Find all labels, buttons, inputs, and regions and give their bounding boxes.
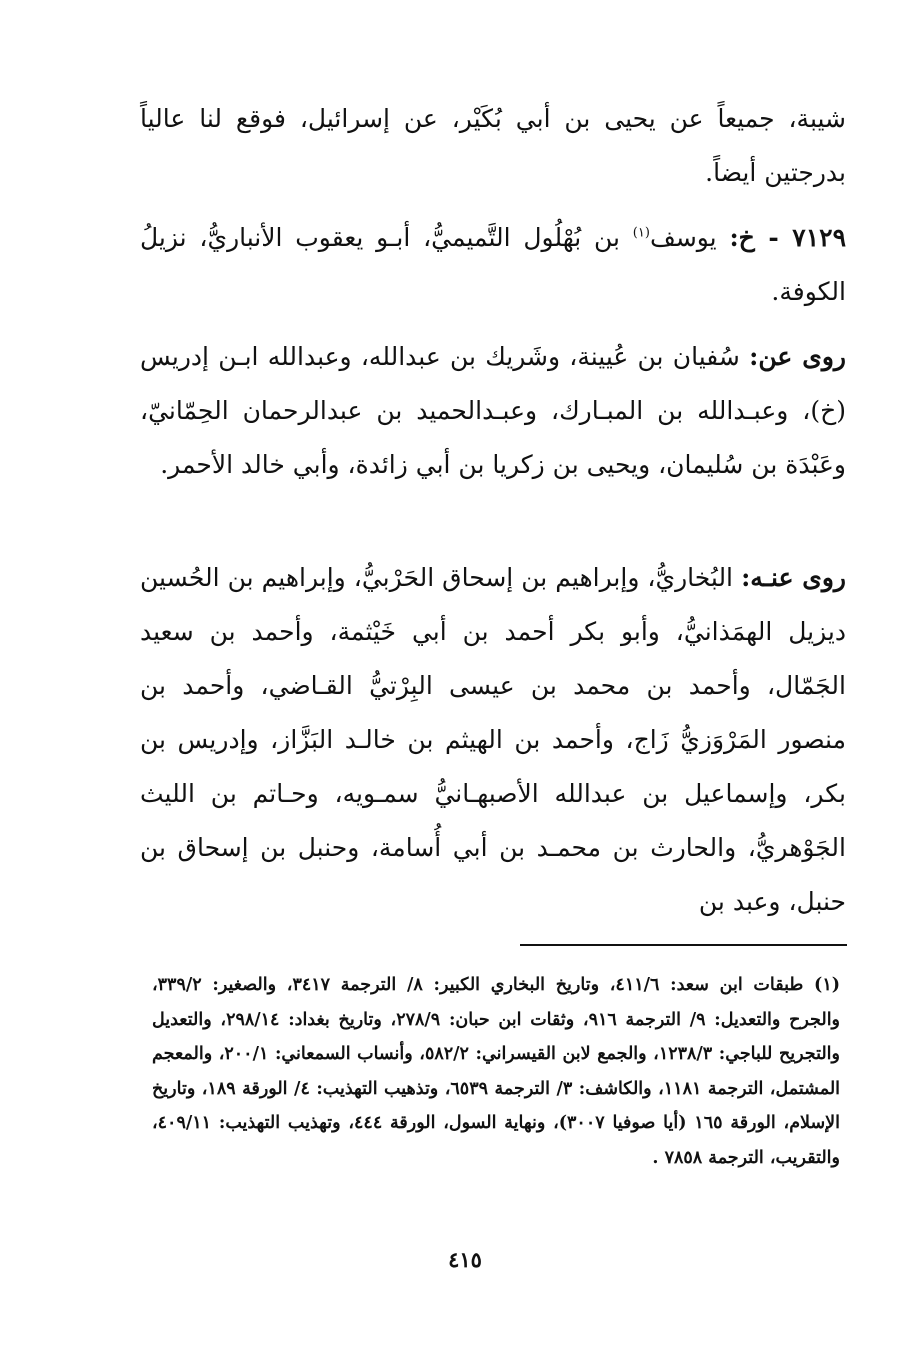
entry-name: يوسف	[649, 223, 717, 252]
entry-name-rest: بن بُهْلُول التَّميميُّ، أبـو يعقوب الأنباريُّ، نزيلُ الكوفة.	[140, 223, 846, 306]
narrators-list: البُخاريُّ، وإبراهيم بن إسحاق الحَرْبيُّ، وإبراهيم بن الحُسين ديزيل الهمَذانيُّ، وأبو بكر أحمد بن أبي خَيْثمة، وأحمد بن سعيد الجَمّال، وأحمد بن محمد بن عيسى البِرْتيُّ القـاضي، وأحمد بن منصور المَرْوَزيُّ زَاج، وأحمد بن الهيثم بن خالـد البَزَّاز، وإدريس بن بكر، وإسماعيل بن عبدالله الأصبهـانيُّ سمـويه، وحـاتم بن الليث الجَوْهريُّ، والحارث بن محمـد بن أبي أُسامة، وحنبل بن إسحاق بن حنبل، وعبد بن	[140, 563, 846, 916]
footnote-divider	[520, 944, 847, 946]
continuation-text: شيبة، جميعاً عن يحيى بن أبي بُكَيْر، عن إسرائيل، فوقع لنا عالياً بدرجتين أيضاً.	[140, 104, 846, 187]
page-number: ٤١٥	[448, 1247, 482, 1272]
biography-entry-header	[140, 211, 846, 319]
narrated-from-label: روى عن:	[749, 342, 846, 371]
footnote: (١) طبقات ابن سعد: ٤١١/٦، وتاريخ البخاري الكبير: ٨/ الترجمة ٣٤١٧، والصغير: ٣٣٩/٢، والجرح والتعديل: ٩/ الترجمة ٩١٦، وثقات ابن حبان: ٢٧٨/٩، وتاريخ بغداد: ٢٩٨/١٤، والتعديل والتجريح للباجي: ١٢٣٨/٣، والجمع لابن القيسراني: ٥٨٢/٢، وأنساب السمعاني: ٢٠٠/١، والمعجم المشتمل، الترجمة ١١٨١، والكاشف: ٣/ الترجمة ٦٥٣٩، وتذهيب التهذيب: ٤/ الورقة ١٨٩، وتاريخ الإسلام، الورقة ١٦٥ (أيا صوفيا ٣٠٠٧)، ونهاية السول، الورقة ٤٤٤، وتهذيب التهذيب: ٤٠٩/١١، والتقريب، الترجمة ٧٨٥٨ .	[152, 975, 841, 1168]
narrated-from-paragraph	[140, 330, 846, 492]
continuation-paragraph	[140, 92, 846, 200]
narrators-label: روى عنـه:	[741, 563, 846, 592]
narrated-from-list: سُفيان بن عُيينة، وشَريك بن عبدالله، وعبدالله ابـن إدريس (خ)، وعبـدالله بن المبـارك، وعبـدالحميد بن عبدالرحمان الحِمّانيّ، وعَبْدَة بن سُليمان، ويحيى بن زكريا بن أبي زائدة، وأبي خالد الأحمر.	[140, 342, 846, 479]
footnote-reference: (١)	[632, 225, 650, 241]
narrators-paragraph	[140, 551, 846, 929]
entry-number: ٧١٢٩ - خ:	[729, 223, 846, 252]
